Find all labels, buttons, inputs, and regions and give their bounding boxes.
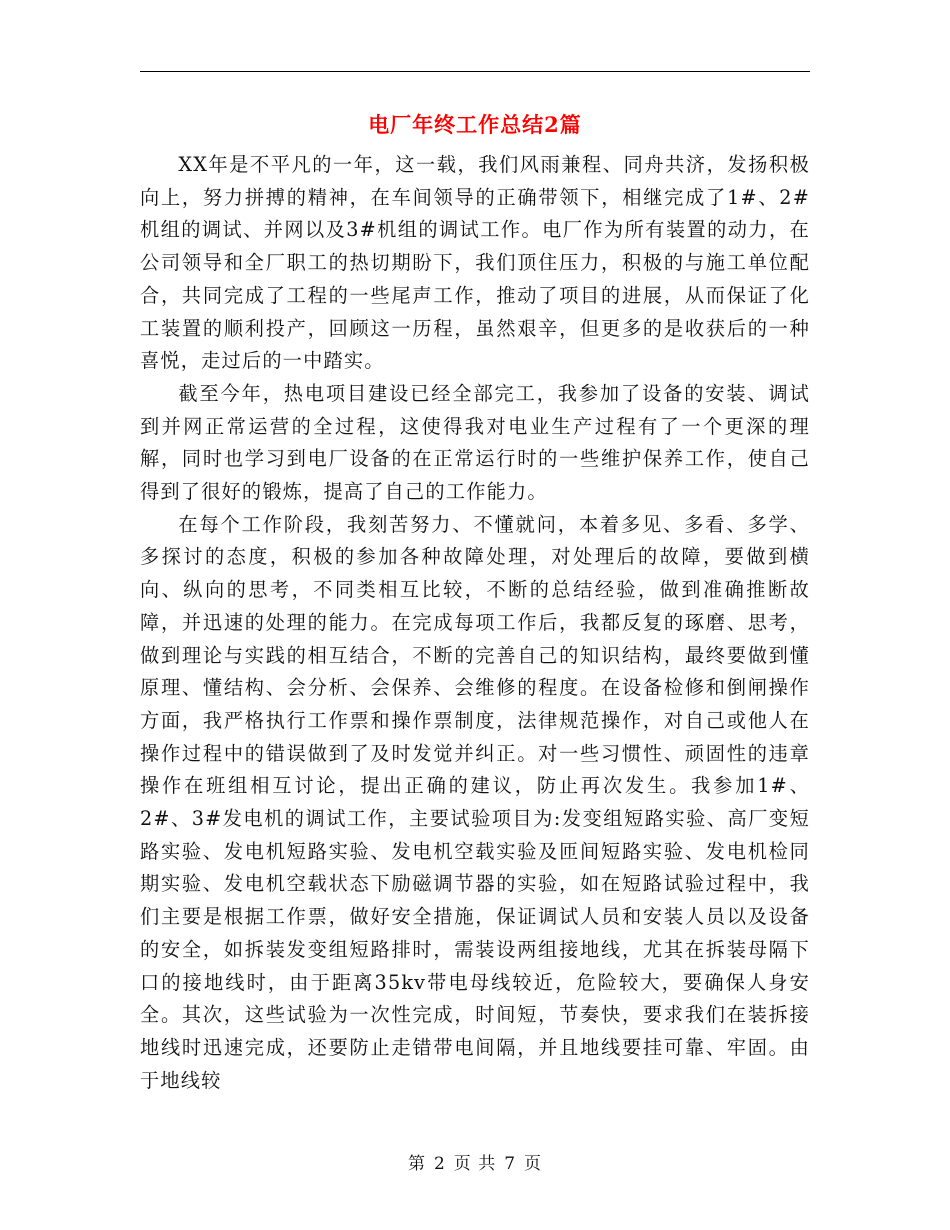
page-suffix: 页 xyxy=(524,1154,543,1174)
total-pages-number: 7 xyxy=(504,1154,517,1174)
header-rule xyxy=(140,71,810,72)
page-middle-text: 页 共 xyxy=(453,1154,497,1174)
document-body xyxy=(140,149,810,1097)
page-footer xyxy=(140,1152,810,1176)
paragraph-3: 在每个工作阶段，我刻苦努力、不懂就问，本着多见、多看、多学、多探讨的态度，积极的参加各种故障处理，对处理后的故障，要做到横向、纵向的思考，不同类相互比较，不断的总结经验，做到准确推断故障，并迅速的处理的能力。在完成每项工作后，我都反复的琢磨、思考，做到理论与实践的相互结合，不断的完善自己的知识结构，最终要做到懂原理、懂结构、会分析、会保养、会维修的程度。在设备检修和倒闸操作方面，我严格执行工作票和操作票制度，法律规范操作，对自己或他人在操作过程中的错误做到了及时发觉并纠正。对一些习惯性、顽固性的违章操作在班组相互讨论，提出正确的建议，防止再次发生。我参加1#、2#、3#发电机的调试工作，主要试验项目为:发变组短路实验、高厂变短路实验、发电机短路实验、发电机空载实验及匝间短路实验、发电机检同期实验、发电机空载状态下励磁调节器的实验，如在短路试验过程中，我们主要是根据工作票，做好安全措施，保证调试人员和安装人员以及设备的安全，如拆装发变组短路排时，需装设两组接地线，尤其在拆装母隔下口的接地线时，由于距离35kv带电母线较近，危险较大，要确保人身安全。其次，这些试验为一次性完成，时间短，节奏快，要求我们在装拆接地线时迅速完成，还要防止走错带电间隔，并且地线要挂可靠、牢固。由于地线较 xyxy=(140,512,810,1092)
page-prefix: 第 xyxy=(407,1154,426,1174)
paragraph-1: XX年是不平凡的一年，这一载，我们风雨兼程、同舟共济，发扬积极向上，努力拼搏的精神，在车间领导的正确带领下，相继完成了1#、2#机组的调试、并网以及3#机组的调试工作。电厂作为所有装置的动力，在公司领导和全厂职工的热切期盼下，我们顶住压力，积极的与施工单位配合，共同完成了工程的一些尾声工作，推动了项目的进展，从而保证了化工装置的顺利投产，回顾这一历程，虽然艰辛，但更多的是收获后的一种喜悦，走过后的一中踏实。 xyxy=(140,153,810,373)
paragraph-2: 截至今年，热电项目建设已经全部完工，我参加了设备的安装、调试到并网正常运营的全过程，这使得我对电业生产过程有了一个更深的理解，同时也学习到电厂设备的在正常运行时的一些维护保养工作，使自己得到了很好的锻炼，提高了自己的工作能力。 xyxy=(140,381,810,504)
current-page-number: 2 xyxy=(433,1154,446,1174)
document-title: 电厂年终工作总结2篇 xyxy=(368,112,582,137)
